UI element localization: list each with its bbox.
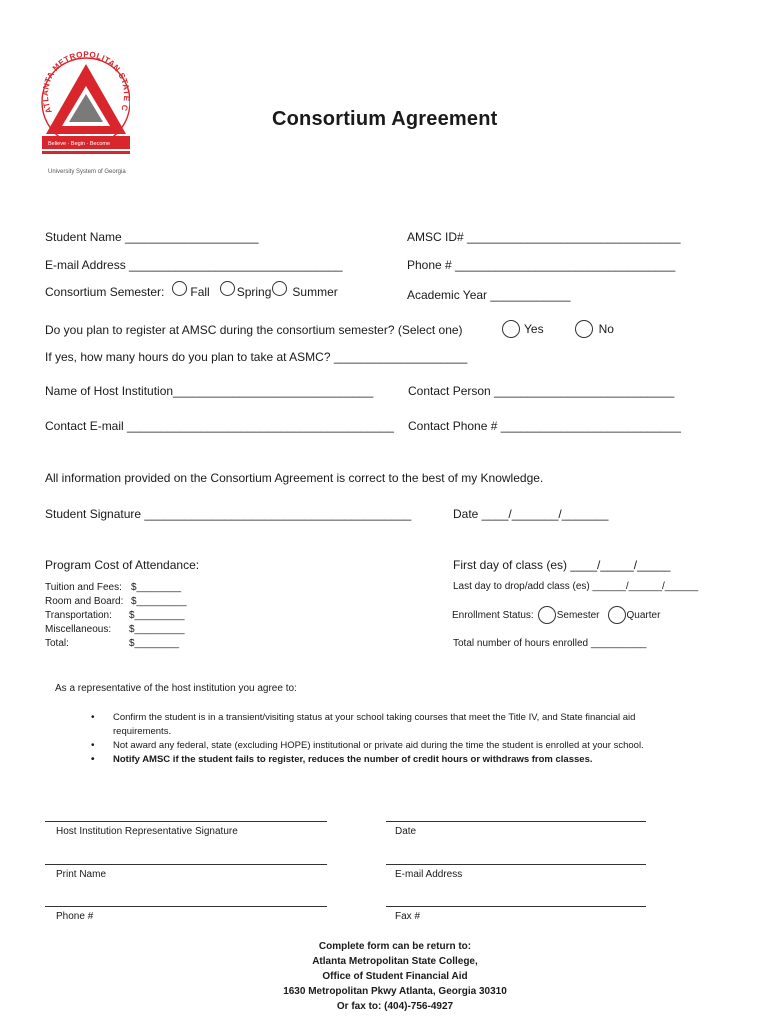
- cost-row-total: Total: $________: [45, 638, 180, 649]
- college-seal-icon: [38, 42, 130, 182]
- date-line[interactable]: [386, 821, 646, 822]
- logo-band-text: Believe · Begin · Become: [48, 141, 111, 147]
- date-field[interactable]: Date ____/_______/_______: [453, 507, 609, 521]
- hours-question-field[interactable]: If yes, how many hours do you plan to take at ASMC? ____________________: [45, 350, 468, 364]
- certification-statement: All information provided on the Consortium Agreement is correct to the best of my Knowledge.: [45, 471, 544, 485]
- summer-radio[interactable]: [272, 281, 287, 296]
- contact-person-field[interactable]: Contact Person ___________________________: [408, 384, 675, 398]
- host-agreement-list: [91, 711, 691, 767]
- program-cost-heading: Program Cost of Attendance:: [45, 558, 200, 572]
- register-options: [502, 320, 614, 338]
- cost-row-room: Room and Board: $_________: [45, 596, 187, 607]
- fax-line[interactable]: [386, 906, 646, 907]
- spring-option-label: Spring: [236, 285, 272, 299]
- return-line: Office of Student Financial Aid: [322, 971, 468, 982]
- quarter-radio[interactable]: [608, 606, 626, 624]
- no-option-label: No: [598, 322, 614, 336]
- no-radio[interactable]: [575, 320, 593, 338]
- cost-value[interactable]: $_________: [129, 624, 185, 635]
- fall-radio[interactable]: [172, 281, 187, 296]
- print-name-label: Print Name: [56, 869, 107, 880]
- list-item: • Not award any federal, state (excluding HOPE) institutional or private aid during the time the student is enrolled at your school.: [91, 739, 691, 753]
- semester-option-label: Semester: [556, 609, 600, 621]
- cost-value[interactable]: $_________: [129, 610, 185, 621]
- student-name-field[interactable]: Student Name ____________________: [45, 230, 259, 244]
- return-line: Complete form can be return to:: [318, 941, 472, 952]
- cost-value[interactable]: $_________: [131, 596, 187, 607]
- college-logo: [38, 42, 130, 182]
- cost-row-tuition: Tuition and Fees: $________: [45, 582, 182, 593]
- total-hours-field[interactable]: Total number of hours enrolled __________: [453, 638, 647, 649]
- phone-line[interactable]: [45, 906, 327, 907]
- email-field[interactable]: E-mail Address ________________________________: [45, 258, 343, 272]
- cost-value[interactable]: $________: [129, 638, 180, 649]
- program-cost-table: [45, 581, 187, 651]
- amsc-id-field[interactable]: AMSC ID# ________________________________: [407, 230, 681, 244]
- email-line[interactable]: [386, 864, 646, 865]
- page-title: Consortium Agreement: [272, 108, 498, 130]
- print-name-line[interactable]: [45, 864, 327, 865]
- host-agreement-intro: As a representative of the host institution you agree to:: [55, 683, 297, 694]
- semester-row: [45, 285, 338, 299]
- contact-phone-field[interactable]: Contact Phone # ___________________________: [408, 419, 681, 433]
- return-line: Atlanta Metropolitan State College,: [312, 956, 478, 967]
- logo-system-text: University System of Georgia: [48, 169, 126, 175]
- summer-option-label: Summer: [292, 285, 338, 299]
- cost-row-transportation: Transportation: $_________: [45, 610, 185, 621]
- return-line: Or fax to: (404)-756-4927: [336, 1001, 454, 1012]
- email-label: E-mail Address: [395, 869, 463, 880]
- yes-radio[interactable]: [502, 320, 520, 338]
- first-day-field[interactable]: First day of class (es) ____/_____/_____: [453, 558, 671, 572]
- register-question: Do you plan to register at AMSC during the consortium semester? (Select one): [45, 323, 463, 337]
- quarter-option-label: Quarter: [626, 609, 661, 621]
- logo-arc-text: ATLANTA METROPOLITAN STA C: [40, 50, 130, 115]
- fax-label: Fax #: [395, 911, 421, 922]
- return-line: 1630 Metropolitan Pkwy Atlanta, Georgia 30310: [283, 986, 507, 997]
- phone-label: Phone #: [56, 911, 94, 922]
- cost-value[interactable]: $________: [131, 582, 182, 593]
- fall-option-label: Fall: [190, 285, 210, 299]
- contact-email-field[interactable]: Contact E-mail ________________________________________: [45, 419, 394, 433]
- enrollment-status-row: [452, 606, 660, 624]
- return-info-block: [185, 939, 605, 1014]
- spring-radio[interactable]: [220, 281, 235, 296]
- yes-option-label: Yes: [524, 322, 544, 336]
- student-signature-field[interactable]: Student Signature ________________________________________: [45, 507, 412, 521]
- semester-label: Consortium Semester:: [45, 285, 165, 299]
- semester-radio[interactable]: [538, 606, 556, 624]
- list-item: • Notify AMSC if the student fails to register, reduces the number of credit hours or withdraws from classes.: [91, 753, 691, 767]
- list-item: • Confirm the student is in a transient/visiting status at your school taking courses that meet the Title IV, and State financial aid requirements.: [91, 711, 691, 739]
- enrollment-label: Enrollment Status:: [452, 609, 534, 621]
- host-institution-field[interactable]: Name of Host Institution______________________________: [45, 384, 374, 398]
- academic-year-field[interactable]: Academic Year ____________: [407, 288, 571, 302]
- rep-signature-label: Host Institution Representative Signature: [56, 826, 238, 837]
- date-label: Date: [395, 826, 417, 837]
- cost-row-misc: Miscellaneous: $_________: [45, 624, 185, 635]
- rep-signature-line[interactable]: [45, 821, 327, 822]
- last-day-field[interactable]: Last day to drop/add class (es) ______/______/______: [453, 581, 699, 592]
- phone-field[interactable]: Phone # _________________________________: [407, 258, 676, 272]
